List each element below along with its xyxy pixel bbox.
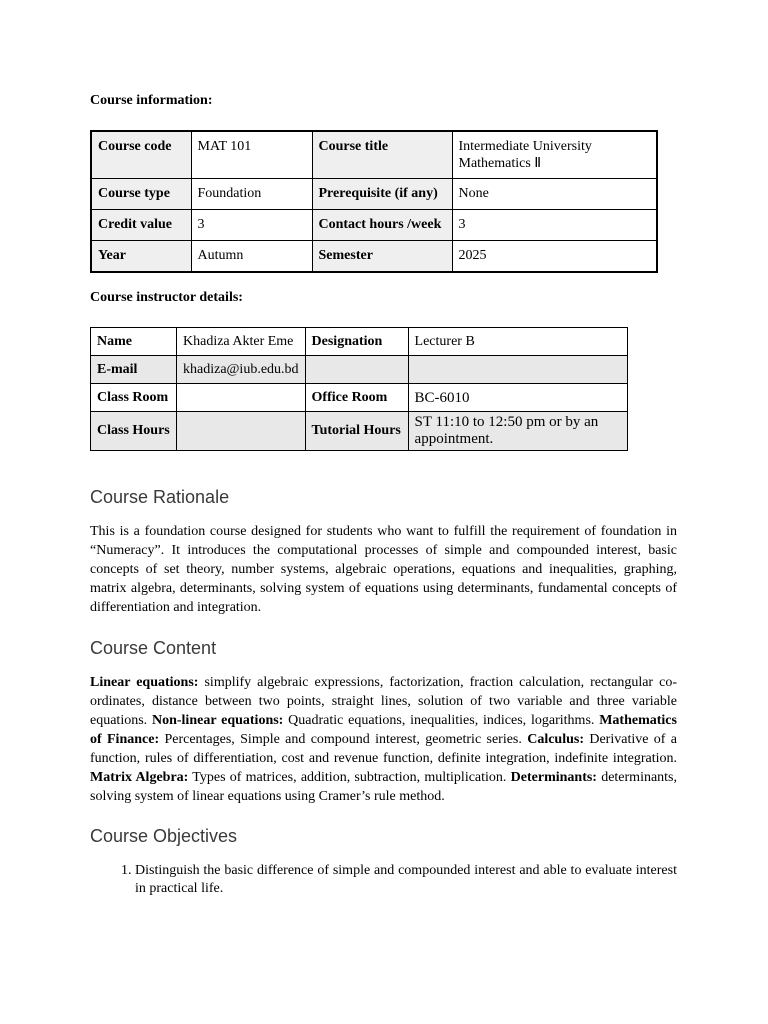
course-rationale-heading: Course Rationale <box>90 487 230 507</box>
email-value: khadiza@iub.edu.bd <box>177 356 306 384</box>
non-linear-equations-text: Quadratic equations, inequalities, indices, logarithms. <box>283 713 600 728</box>
name-label: Name <box>91 328 177 356</box>
prerequisite-label: Prerequisite (if any) <box>312 179 452 210</box>
table-row <box>91 179 657 210</box>
course-title-value: Intermediate University Mathematics Ⅱ <box>452 131 657 179</box>
course-code-value: MAT 101 <box>191 131 312 179</box>
course-type-label: Course type <box>91 179 191 210</box>
semester-label: Semester <box>312 241 452 273</box>
objectives-list <box>90 862 677 898</box>
mathematics-of-finance-text: Percentages, Simple and compound interest, geometric series. <box>159 732 528 747</box>
tutorial-hours-value: ST 11:10 to 12:50 pm or by an appointment. <box>408 412 627 451</box>
office-room-label: Office Room <box>305 384 408 412</box>
calculus-text: Derivative of a function, rules of differentiation, cost and revenue function, definite integration, indefinite integration. <box>90 732 677 766</box>
table-row <box>91 241 657 273</box>
email-label: E-mail <box>91 356 177 384</box>
table-row <box>91 210 657 241</box>
course-content-heading: Course Content <box>90 638 217 658</box>
contact-hours-label: Contact hours /week <box>312 210 452 241</box>
table-row <box>91 328 628 356</box>
instructor-table <box>90 327 628 451</box>
course-rationale-text: This is a foundation course designed for students who want to fulfill the requirement of foundation in “Numeracy”. It introduces the computational processes of simple and compounded interest, basic concepts of set theory, number systems, algebraic operations, equations and inequalities, graphing, matrix algebra, determinants, solving system of equations using determinants, fundamental concepts of differentiation and integration. <box>90 524 677 615</box>
name-value: Khadiza Akter Eme <box>177 328 306 356</box>
matrix-algebra-title: Matrix Algebra: <box>90 770 189 785</box>
course-objectives-heading: Course Objectives <box>90 826 238 846</box>
class-room-label: Class Room <box>91 384 177 412</box>
course-information-label: Course information: <box>90 93 213 108</box>
course-info-table <box>90 130 658 273</box>
year-label: Year <box>91 241 191 273</box>
designation-label: Designation <box>305 328 408 356</box>
designation-value: Lecturer B <box>408 328 627 356</box>
course-title-label: Course title <box>312 131 452 179</box>
linear-equations-text: simplify algebraic expressions, factorization, fraction calculation, rectangular co-ordinates, distance between two points, straight lines, solution of two variable and three variable equations. <box>90 675 677 728</box>
linear-equations-title: Linear equations: <box>90 675 199 690</box>
table-row <box>91 412 628 451</box>
table-row <box>91 356 628 384</box>
table-row <box>91 131 657 179</box>
office-room-value: BC-6010 <box>408 384 627 412</box>
contact-hours-value: 3 <box>452 210 657 241</box>
course-code-label: Course code <box>91 131 191 179</box>
credit-value-label: Credit value <box>91 210 191 241</box>
course-content-text <box>90 673 677 806</box>
credit-value-value: 3 <box>191 210 312 241</box>
mathematics-of-finance-title: Mathematics of Finance: <box>90 713 677 747</box>
list-item: 1. Distinguish the basic difference of simple and compounded interest and able to evaluate interest in practical life. <box>135 862 677 898</box>
year-value: Autumn <box>191 241 312 273</box>
determinants-text: determinants, solving system of linear equations using Cramer’s rule method. <box>90 770 678 804</box>
tutorial-hours-label: Tutorial Hours <box>305 412 408 451</box>
class-room-value <box>177 384 306 412</box>
table-row <box>91 384 628 412</box>
course-type-value: Foundation <box>191 179 312 210</box>
prerequisite-value: None <box>452 179 657 210</box>
empty-cell <box>305 356 408 384</box>
determinants-title: Determinants: <box>510 770 597 785</box>
class-hours-value <box>177 412 306 451</box>
instructor-details-label: Course instructor details: <box>90 290 243 305</box>
semester-value: 2025 <box>452 241 657 273</box>
matrix-algebra-text: Types of matrices, addition, subtraction, multiplication. <box>188 770 511 785</box>
non-linear-equations-title: Non-linear equations: <box>151 713 284 728</box>
calculus-title: Calculus: <box>527 732 585 747</box>
empty-cell <box>408 356 627 384</box>
class-hours-label: Class Hours <box>91 412 177 451</box>
